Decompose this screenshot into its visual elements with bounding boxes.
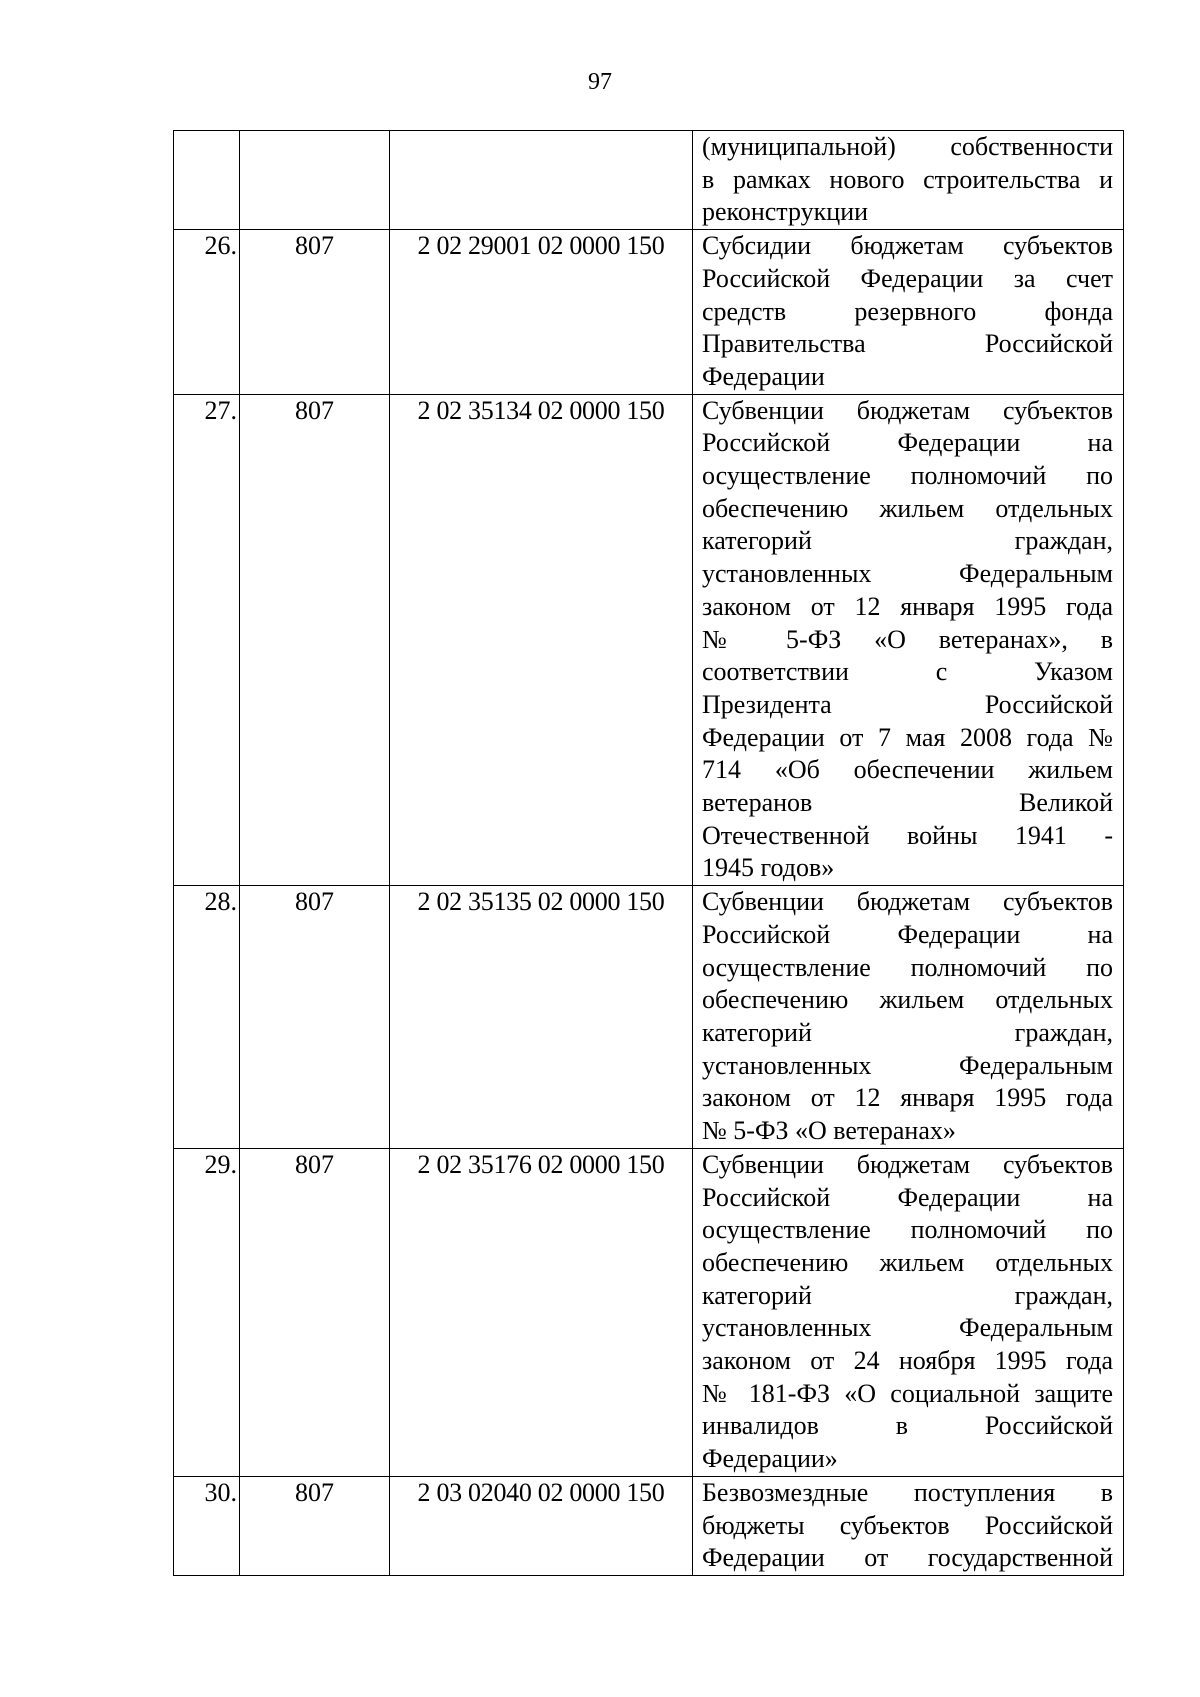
description-line: установленных Федеральным (702, 1313, 1113, 1343)
revenue-description-cell (693, 394, 1124, 886)
description-line: Федерации от 7 мая 2008 года № (702, 722, 1113, 752)
row-number-cell: 26. (174, 230, 240, 395)
description-line: осуществление полномочий по (702, 461, 1113, 491)
administrator-code-cell: 807 (240, 230, 390, 395)
description-line: средств резервного фонда (702, 296, 1113, 326)
row-number-cell: 29. (174, 1148, 240, 1476)
description-line: установленных Федеральным (702, 559, 1113, 589)
description-line: бюджеты субъектов Российской (702, 1510, 1113, 1540)
table-row (174, 394, 1124, 886)
description-line: Федерации (702, 361, 825, 391)
description-line: категорий граждан, (702, 1017, 1113, 1047)
table-body (174, 131, 1124, 1576)
description-line: Федерации от государственной (702, 1543, 1113, 1573)
table-row (174, 131, 1124, 230)
administrator-code-cell (240, 131, 390, 230)
table-row (174, 886, 1124, 1149)
administrator-code-cell: 807 (240, 394, 390, 886)
revenue-description-cell (693, 886, 1124, 1149)
description-line: законом от 12 января 1995 года (702, 1083, 1113, 1113)
description-line: Правительства Российской (702, 329, 1113, 359)
description-line: 1945 годов» (702, 853, 835, 883)
description-line: установленных Федеральным (702, 1050, 1113, 1080)
budget-classification-code-cell: 2 02 35134 02 0000 150 (390, 394, 693, 886)
description-line: Отечественной войны 1941 - (702, 820, 1113, 850)
revenue-description-cell (693, 131, 1124, 230)
description-line: обеспечению жильем отдельных (702, 493, 1113, 523)
description-line: Российской Федерации на (702, 428, 1113, 458)
description-line: Субсидии бюджетам субъектов (702, 231, 1113, 261)
description-line: № 5-ФЗ «О ветеранах», в (702, 624, 1113, 654)
page-number: 97 (588, 69, 612, 95)
description-line: инвалидов в Российской (702, 1411, 1113, 1441)
description-line: ветеранов Великой (702, 788, 1113, 818)
table-row (174, 1476, 1124, 1575)
budget-codes-table (173, 130, 1124, 1576)
budget-classification-code-cell: 2 02 35135 02 0000 150 (390, 886, 693, 1149)
description-line: Безвозмездные поступления в (702, 1477, 1113, 1507)
description-line: законом от 12 января 1995 года (702, 591, 1113, 621)
revenue-description-cell (693, 1476, 1124, 1575)
row-number-cell: 30. (174, 1476, 240, 1575)
description-line: законом от 24 ноября 1995 года (702, 1346, 1113, 1376)
administrator-code-cell: 807 (240, 1148, 390, 1476)
administrator-code-cell: 807 (240, 886, 390, 1149)
description-line: Субвенции бюджетам субъектов (702, 395, 1113, 425)
administrator-code-cell: 807 (240, 1476, 390, 1575)
revenue-description-cell (693, 230, 1124, 395)
budget-classification-code-cell: 2 03 02040 02 0000 150 (390, 1476, 693, 1575)
description-line: Субвенции бюджетам субъектов (702, 887, 1113, 917)
budget-classification-code-cell (390, 131, 693, 230)
table-row (174, 230, 1124, 395)
description-line: Российской Федерации за счет (702, 263, 1113, 293)
description-line: Российской Федерации на (702, 919, 1113, 949)
description-line: Президента Российской (702, 689, 1113, 719)
description-line: обеспечению жильем отдельных (702, 1247, 1113, 1277)
description-line: категорий граждан, (702, 526, 1113, 556)
description-line: Субвенции бюджетам субъектов (702, 1149, 1113, 1179)
description-line: осуществление полномочий по (702, 1215, 1113, 1245)
description-line: осуществление полномочий по (702, 952, 1113, 982)
description-line: в рамках нового строительства и (702, 164, 1113, 194)
row-number-cell: 28. (174, 886, 240, 1149)
description-line: соответствии с Указом (702, 657, 1113, 687)
description-line: 714 «Об обеспечении жильем (702, 755, 1113, 785)
description-line: № 181-ФЗ «О социальной защите (702, 1378, 1113, 1408)
description-line: категорий граждан, (702, 1280, 1113, 1310)
description-line: (муниципальной) собственности (702, 132, 1113, 161)
description-line: № 5-ФЗ «О ветеранах» (702, 1116, 956, 1146)
revenue-description-cell (693, 1148, 1124, 1476)
row-number-cell: 27. (174, 394, 240, 886)
description-line: реконструкции (702, 197, 869, 227)
description-line: Российской Федерации на (702, 1182, 1113, 1212)
description-line: обеспечению жильем отдельных (702, 985, 1113, 1015)
budget-classification-code-cell: 2 02 35176 02 0000 150 (390, 1148, 693, 1476)
row-number-cell (174, 131, 240, 230)
description-line: Федерации» (702, 1444, 838, 1474)
budget-classification-code-cell: 2 02 29001 02 0000 150 (390, 230, 693, 395)
table-row (174, 1148, 1124, 1476)
